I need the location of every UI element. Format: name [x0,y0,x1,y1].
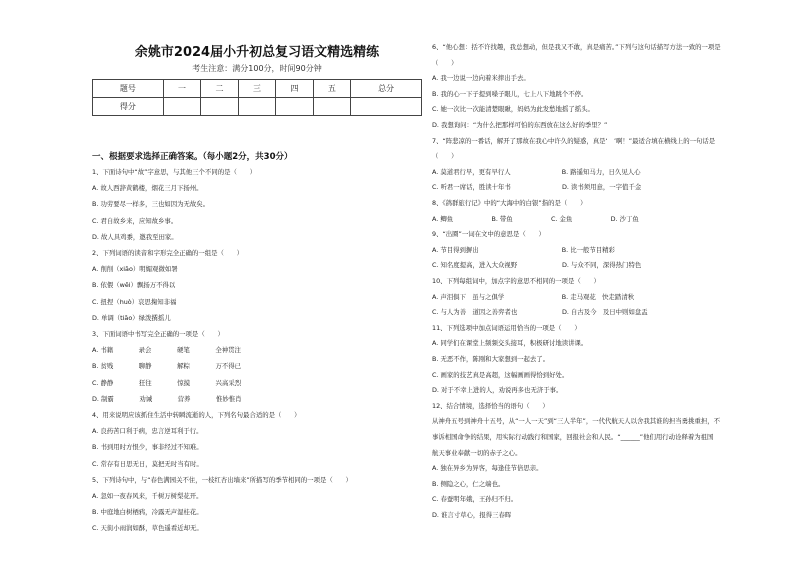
question-line: A. 莫道君行早，更有早行人 B. 路遥知马力，日久见人心 [432,167,641,176]
question-line: 9、“出圈”一词在文中的意思是（ ） [432,230,545,239]
question-line: 3、下面词语中书写完全正确的一项是（ ） [92,330,224,338]
question-line: B. 中庭地白树栖鸦，冷露无声湿桂花。 [92,508,203,517]
question-line: B. 书到用时方恨少，事非经过不知难。 [92,443,203,452]
question-line: B. 依偎（wēi）飘扬万不得以 [92,281,176,290]
question-line: D. 制霸 劝诫 营养 惟妙惟肖 [92,394,242,403]
question-line: 4、用来说明应该抓住生活中转瞬流逝的人，下列名句最合适的是（ ） [92,411,301,419]
question-line: 航天事业奉献一切的赤子之心。 [432,448,522,457]
exam-notice: 考生注意：满分100分，时间90分钟 [192,64,322,73]
question-line: 5、下列诗句中，与“春色满园关不住，一枝红杏出墙来”所描写的季节相同的一项是（ ） [92,475,352,484]
question-line: A. 独在异乡为异客，每逢佳节倍思亲。 [432,464,543,473]
question-line: D. 对于不幸上进的人，劝说再多也无济于事。 [432,386,563,395]
score-row-label: 得分 [93,98,164,116]
question-line: A. 削削（xiāo）明媚观微如署 [92,265,178,274]
section-heading: 一、根据要求选择正确答案。（每小题2分，共30分） [92,152,293,162]
score-table [92,79,422,116]
score-table-score-row [93,98,422,116]
question-line: D. 故人具鸡黍，邀我至田家。 [92,232,178,241]
question-line: C. 她一次比一次能清楚眼瞅，妈妈为此发愁地摇了摇头。 [432,105,594,114]
score-header-cell: 一 [163,80,200,98]
question-line: B. 我的心一下子提到嗓子眼儿，七上八下地跳个不停。 [432,89,588,98]
score-header-cell: 题号 [93,80,164,98]
question-line: 8、《鸽群旅行记》中的“大海中的白银”指的是（ ） [432,199,587,207]
question-line: D. 谁言寸草心，报得三春晖 [432,511,512,519]
score-cell[interactable] [313,98,350,116]
question-line: C. 画家的技艺真是高超，这幅画画得恰到好处。 [432,370,569,379]
score-cell[interactable] [238,98,275,116]
question-line: C. 君自故乡来，应知故乡事。 [92,216,178,225]
question-line: B. 侧隐之心，仁之端也。 [432,479,505,488]
question-line: C. 天街小雨润如酥，草色遥看近却无。 [92,524,203,533]
question-line: 12、结合情境，选择恰当的语句（ ） [432,401,549,410]
question-line: A. 故人西辞黄鹤楼，烟花三月下扬州。 [92,184,203,193]
question-line: 1、下面诗句中“故”字意思，与其他三个不同的是（ ） [92,168,257,176]
question-line: 11、下列选项中加点词语运用恰当的一项是（ ） [432,323,581,332]
question-line: 从神舟五号到神舟十五号，从“一人一天”到“三人半年”，一代代航天人以舍我其谁的担当勇挑重担，不 [432,417,721,426]
score-header-cell: 四 [276,80,313,98]
question-line: A. 我一边说一边向着米摔出手去。 [432,74,530,83]
question-line: A. 同学们在课堂上频频交头接耳，积极研讨地读讲课。 [432,339,588,348]
question-line: 10、下列每组词中，加点字的意思不相同的一项是（ ） [432,277,600,285]
question-line: B. 贫贱 聊静 解粽 万不得已 [92,362,242,371]
score-cell[interactable] [201,98,238,116]
score-header-cell: 二 [201,80,238,98]
question-line: 事诉相国命争的结果，用实际行动践行和国家，回报社会和人民。“______”他们用行动诠释着为祖国 [432,433,714,441]
score-header-cell: 三 [238,80,275,98]
question-line: 2、下列词语的读音和字形完全正确的一组是（ ） [92,249,244,257]
question-line: （ ） [432,152,458,161]
question-line: C. 与人为善 道因之善弈者也 D. 自古及今 及日中则如盘盂 [432,308,648,317]
question-line: A. 忽如一夜春风来，千树万树梨花开。 [92,492,203,500]
question-line: C. 春蚕明年娥，王孙归不归。 [432,495,518,504]
question-line: A. 鲫鱼 B. 带鱼 C. 金鱼 D. 沙丁鱼 [432,214,639,223]
question-line: A. 节目得到摒出 B. 比一般节目精彩 [432,245,615,254]
score-header-cell: 总分 [351,80,422,98]
question-line: B. 无恶不作，陈刚和大家想到一起去了。 [432,355,550,363]
question-line: C. 知名度提高，进入大众视野 D. 与众不同，深得热门特色 [432,261,642,270]
question-line: C. 扭捏（huò）哀思掬知非福 [92,297,177,306]
score-header-cell: 五 [313,80,350,98]
question-line: D. 我想询问：“为什么把那样可怕的东西放在这么好的季里？” [432,121,608,129]
score-cell[interactable] [351,98,422,116]
question-line: B. 功劳要尽一样多，三也如因为无故矣。 [92,200,210,209]
page-title: 余姚市2024届小升初总复习语文精选精练 [134,45,380,60]
question-line: 7、“阵悲凉的一番话，解开了那故在我心中许久的疑惑，真是‘ ’啊！”最适合填在横线上的一句话是 [432,136,716,145]
question-line: A. 良药苦口利于病，忠言逆耳利于行。 [92,427,203,436]
score-cell[interactable] [276,98,313,116]
score-table-header-row [93,80,422,98]
question-line: C. 静静 狂往 惊摸 兴高采烈 [92,378,242,387]
question-line: （ ） [432,58,458,67]
score-cell[interactable] [163,98,200,116]
question-line: 6、“他心想：括不许找趣，我总想动，但是我又不敢，真是痛苦。”下列与这句话描写方法一致的一项是 [432,43,721,51]
question-line: D. 单调（tiāo）绿泼撰摇儿 [92,313,171,322]
question-line: A. 书籍 录会 硬笔 全神贯注 [92,346,241,355]
question-line: C. 听君一席话，胜读十年书 D. 读书须用意，一字值千金 [432,183,642,192]
question-line: A. 声泪俱下 虽与之俱学 B. 走马观花 快走踏清秋 [432,292,635,301]
question-line: C. 常存有日思无日，莫把无时当有时。 [92,459,203,468]
